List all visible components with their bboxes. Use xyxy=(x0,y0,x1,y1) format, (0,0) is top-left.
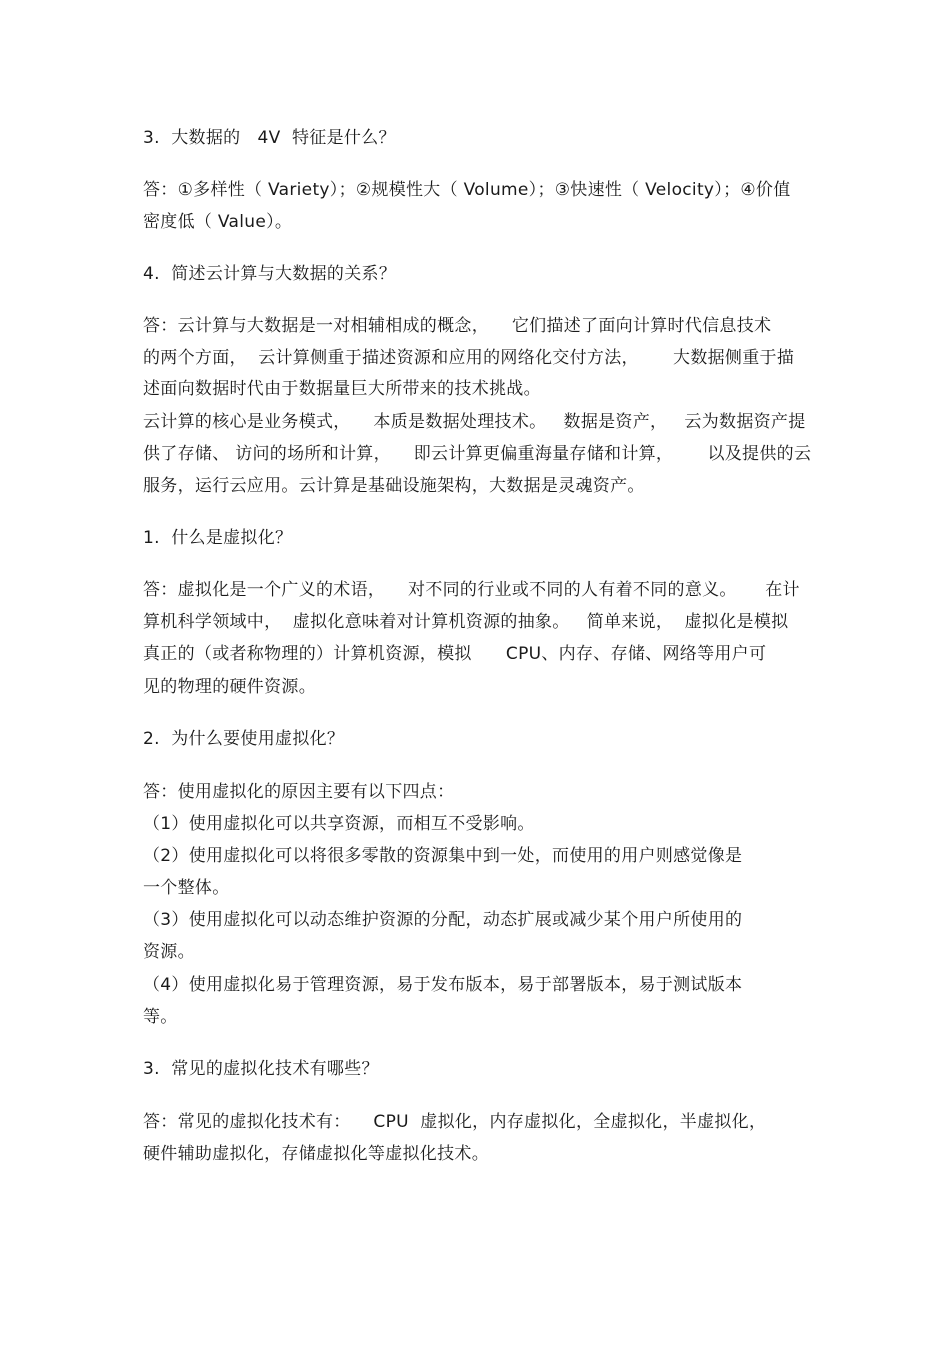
answer-list-item: （3）使用虚拟化可以动态维护资源的分配，动态扩展或减少某个用户所使用的 xyxy=(143,910,743,930)
answer-paragraph-line: 服务，运行云应用。云计算是基础设施架构，大数据是灵魂资产。 xyxy=(143,476,645,496)
answer-list-item: （4）使用虚拟化易于管理资源，易于发布版本，易于部署版本，易于测试版本 xyxy=(143,975,743,995)
answer-paragraph-line: 的两个方面， 云计算侧重于描述资源和应用的网络化交付方法， 大数据侧重于描 xyxy=(143,348,795,368)
answer-paragraph-line: 见的物理的硬件资源。 xyxy=(143,677,316,697)
question-heading: 4. 简述云计算与大数据的关系？ xyxy=(143,264,397,284)
question-heading: 2. 为什么要使用虚拟化？ xyxy=(143,729,345,749)
answer-paragraph-line: 答：①多样性（ Variety）；②规模性大（ Volume）；③快速性（ Velocity）；④价值 xyxy=(143,180,791,200)
question-heading: 3. 常见的虚拟化技术有哪些？ xyxy=(143,1059,379,1079)
answer-paragraph-line: 硬件辅助虚拟化，存储虚拟化等虚拟化技术。 xyxy=(143,1144,489,1164)
answer-list-item-continued: 一个整体。 xyxy=(143,878,230,898)
answer-list-item: （1）使用虚拟化可以共享资源，而相互不受影响。 xyxy=(143,814,535,834)
answer-paragraph-line: 答：使用虚拟化的原因主要有以下四点： xyxy=(143,782,455,802)
question-heading: 1. 什么是虚拟化？ xyxy=(143,528,293,548)
answer-paragraph-line: 述面向数据时代由于数据量巨大所带来的技术挑战。 xyxy=(143,379,541,399)
answer-paragraph-line: 答：虚拟化是一个广义的术语， 对不同的行业或不同的人有着不同的意义。 在计 xyxy=(143,580,800,600)
answer-list-item: （2）使用虚拟化可以将很多零散的资源集中到一处，而使用的用户则感觉像是 xyxy=(143,846,743,866)
answer-paragraph-line: 供了存储、 访问的场所和计算， 即云计算更偏重海量存储和计算， 以及提供的云 xyxy=(143,444,812,464)
answer-paragraph-line: 真正的（或者称物理的）计算机资源，模拟 CPU、内存、存储、网络等用户可 xyxy=(143,644,767,664)
answer-paragraph-line: 答：云计算与大数据是一对相辅相成的概念， 它们描述了面向计算时代信息技术 xyxy=(143,316,772,336)
answer-paragraph-line: 云计算的核心是业务模式， 本质是数据处理技术。 数据是资产， 云为数据资产提 xyxy=(143,412,806,432)
answer-list-item-continued: 资源。 xyxy=(143,942,195,962)
answer-list-item-continued: 等。 xyxy=(143,1007,178,1027)
answer-paragraph-line: 算机科学领域中， 虚拟化意味着对计算机资源的抽象。 简单来说， 虚拟化是模拟 xyxy=(143,612,789,632)
answer-paragraph-line: 密度低（ Value）。 xyxy=(143,212,293,232)
question-heading: 3. 大数据的 4V 特征是什么？ xyxy=(143,128,396,148)
answer-paragraph-line: 答：常见的虚拟化技术有： CPU 虚拟化，内存虚拟化，全虚拟化，半虚拟化， xyxy=(143,1112,767,1132)
